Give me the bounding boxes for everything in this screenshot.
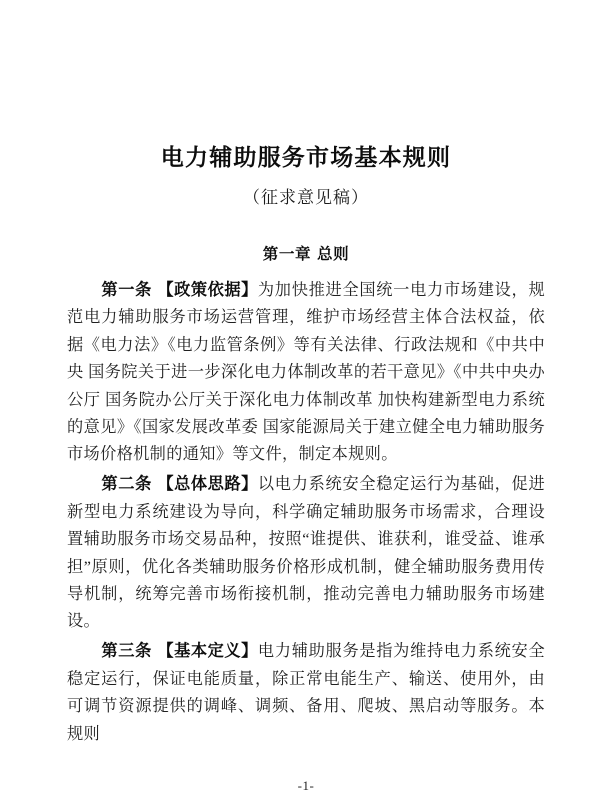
article-paragraph: [67, 276, 545, 469]
article-paragraph: [67, 470, 545, 635]
article-text: 电力辅助服务是指为维持电力系统安全稳定运行，保证电能质量，除正常电能生产、输送、使用外，由可调节资源提供的调峰、调频、备用、爬坡、黑启动等服务。本规则: [67, 642, 545, 743]
article-tag: 【基本定义】: [156, 641, 258, 661]
page-number-footer: -1-: [297, 778, 315, 793]
chapter-heading: 第一章 总则: [262, 245, 350, 263]
page-title: 电力辅助服务市场基本规则: [160, 144, 452, 171]
article-tag: 【总体思路】: [156, 474, 258, 494]
article-paragraph: [67, 637, 545, 748]
article-number: 第三条: [101, 641, 152, 661]
article-number: 第二条: [101, 474, 152, 494]
article-text: 为加快推进全国统一电力市场建设，规范电力辅助服务市场运营管理，维护市场经营主体合法权益，依据《电力法》《电力监管条例》等有关法律、行政法规和《中共中央 国务院关于进一步深化电力体制改革的若干意见》《中共中央办公厅 国务院办公厅关于深化电力体制改革 加快构建新型电力系统的意见》《国家发展改革委 国家能源局关于建立健全电力辅助服务市场价格机制的通知》等文件，制定本规则。: [67, 281, 545, 464]
article-text: 以电力系统安全稳定运行为基础，促进新型电力系统建设为导向，科学确定辅助服务市场需求，合理设置辅助服务市场交易品种，按照“谁提供、谁获利，谁受益、谁承担”原则，优化各类辅助服务价格形成机制，健全辅助服务费用传导机制，统筹完善市场衔接机制，推动完善电力辅助服务市场建设。: [67, 475, 545, 631]
document-subtitle: （征求意见稿）: [243, 188, 369, 207]
article-tag: 【政策依据】: [156, 280, 258, 299]
article-number: 第一条: [101, 280, 152, 299]
document-body: [67, 276, 545, 749]
